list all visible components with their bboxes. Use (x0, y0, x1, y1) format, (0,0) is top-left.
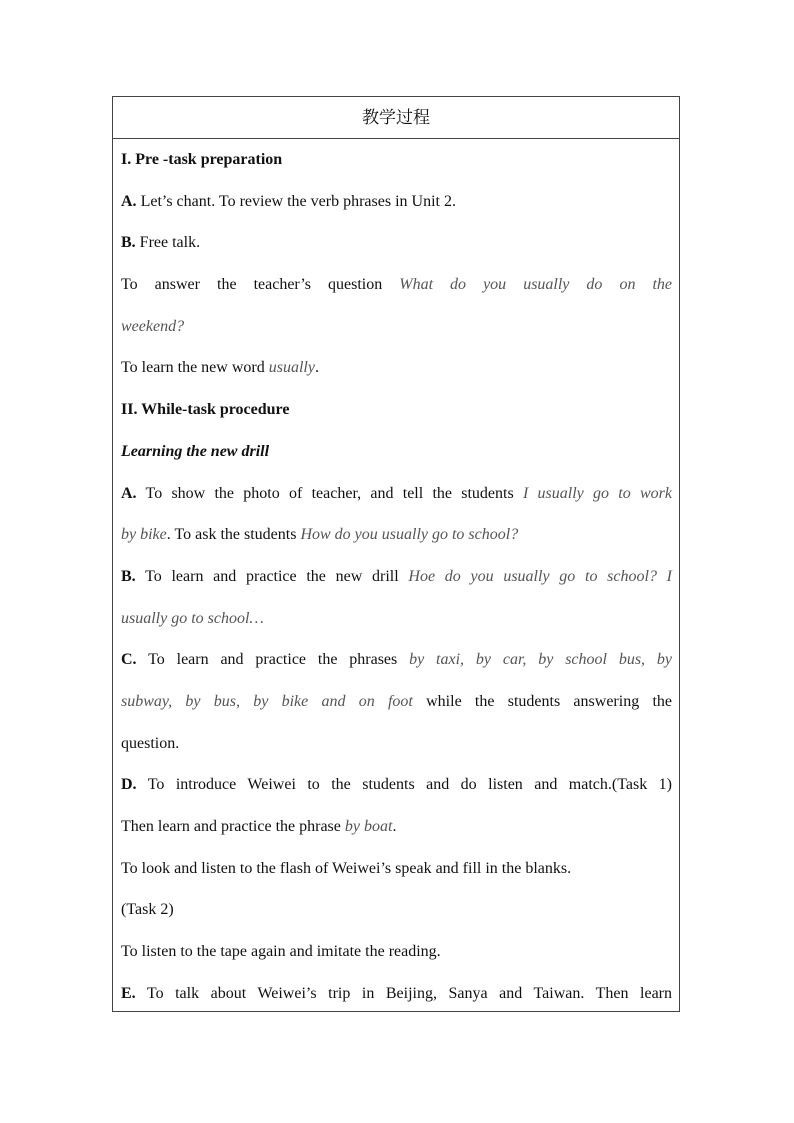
text-line (121, 347, 672, 389)
text-line (121, 806, 672, 848)
line-label: II. While-task procedure (121, 401, 290, 419)
text-line (121, 598, 672, 640)
text-line (121, 222, 672, 264)
line-text: by boat (344, 818, 393, 835)
text-line (121, 181, 672, 223)
line-text: What do you usually do on the (399, 276, 672, 294)
line-text: How do you usually go to school? (300, 526, 519, 544)
text-line (121, 723, 672, 765)
line-label: I. Pre -task preparation (121, 151, 283, 168)
text-line (121, 764, 672, 806)
line-text: To answer the teacher’s question (121, 276, 400, 294)
text-line (121, 556, 672, 598)
text-line (121, 973, 672, 1015)
line-text: Let’s chant. To review the verb phrases in Unit 2. (136, 192, 456, 210)
line-text: Free talk. (135, 234, 201, 252)
line-text: To introduce Weiwei to the students and do listen and match.(Task 1) (136, 776, 672, 794)
text-line (121, 389, 672, 431)
line-label: Learning the new drill (121, 442, 270, 460)
line-label: D. (121, 776, 137, 794)
line-label: B. (121, 567, 136, 585)
text-line (121, 931, 672, 973)
line-label: C. (121, 651, 137, 669)
line-text: (Task 2) (121, 901, 174, 919)
line-text: To look and listen to the flash of Weiwei’s speak and fill in the blanks. (121, 859, 572, 877)
line-text: by taxi, by car, by school bus, by (409, 651, 673, 669)
line-text: Then learn and practice the phrase (121, 818, 345, 835)
text-line (121, 681, 672, 723)
table-header (113, 97, 679, 139)
text-line (121, 139, 672, 181)
text-line (121, 473, 672, 515)
line-text: usually go to school… (121, 609, 264, 627)
line-text: To talk about Weiwei’s trip in Beijing, Sanya and Taiwan. Then learn (135, 984, 672, 1002)
text-line (121, 306, 672, 348)
line-label: A. (121, 484, 137, 502)
line-text: question. (121, 734, 180, 752)
line-text: weekend? (121, 317, 185, 335)
line-text: usually (268, 359, 315, 377)
line-text: by bike (121, 526, 167, 544)
text-line (121, 514, 672, 556)
lesson-process-table (112, 96, 680, 1012)
line-label: B. (121, 234, 136, 252)
line-text: To learn and practice the new drill (135, 567, 409, 585)
line-text: I usually go to work (522, 484, 672, 502)
line-text: To learn the new word (121, 359, 269, 377)
line-text: . (314, 359, 319, 377)
line-label: E. (121, 984, 136, 1002)
line-text: To learn and practice the phrases (136, 651, 410, 669)
line-text: To listen to the tape again and imitate the reading. (121, 943, 441, 961)
text-line (121, 431, 672, 473)
line-text: Hoe do you usually go to school? I (408, 567, 672, 585)
line-text: . To ask the students (166, 526, 301, 544)
table-title: 教学过程 (362, 108, 430, 127)
line-text: subway, by bus, by bike and on foot (121, 692, 413, 710)
table-content (113, 139, 679, 1014)
text-line (121, 264, 672, 306)
line-text: while the students answering the (412, 692, 672, 710)
text-line (121, 639, 672, 681)
text-line (121, 848, 672, 890)
text-line (121, 889, 672, 931)
line-text: . (392, 818, 397, 835)
line-label: A. (121, 192, 137, 210)
line-text: To show the photo of teacher, and tell the students (136, 484, 523, 502)
